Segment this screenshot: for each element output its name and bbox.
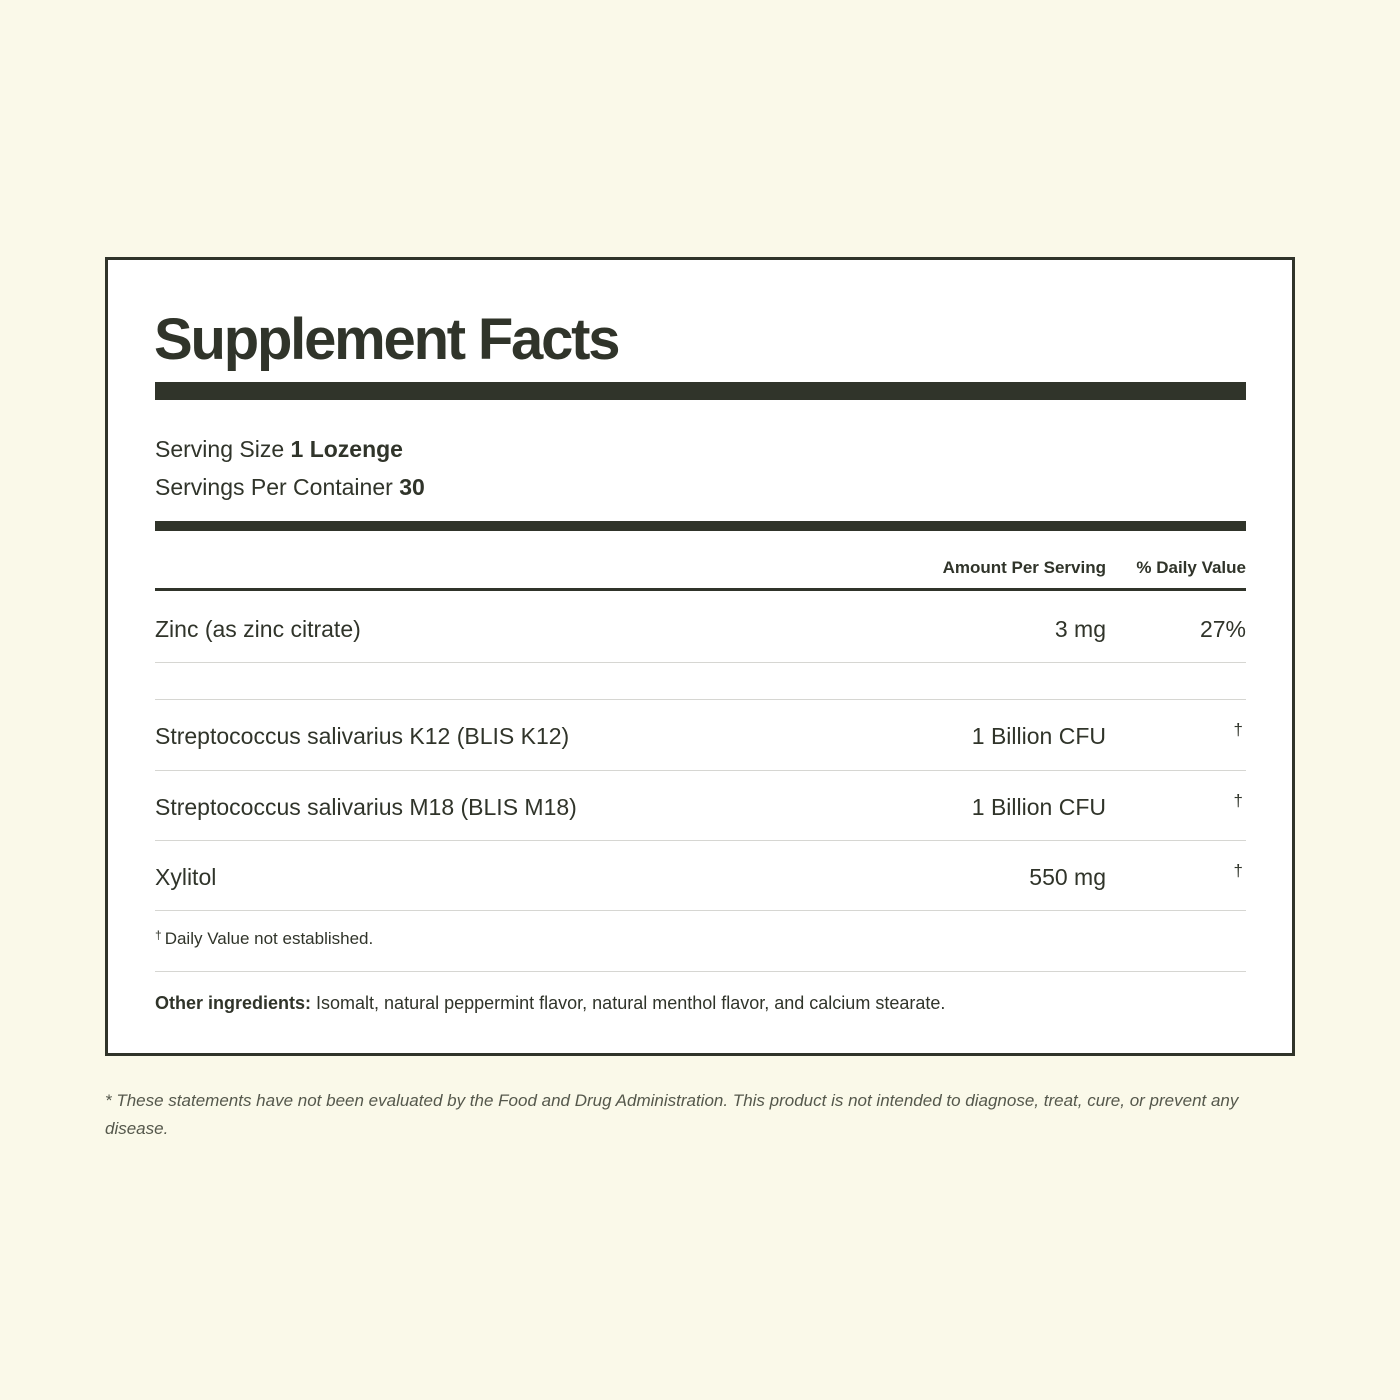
row-divider — [155, 699, 1246, 700]
nutrient-daily-value: † — [1233, 720, 1243, 739]
nutrient-amount: 1 Billion CFU — [971, 723, 1106, 749]
other-ingredients-label: Other ingredients: — [155, 993, 312, 1013]
title-rule — [155, 382, 1246, 400]
servings-per-container — [155, 472, 425, 502]
nutrient-amount: 1 Billion CFU — [971, 794, 1106, 820]
nutrient-amount: 3 mg — [1054, 616, 1106, 642]
nutrient-row-m18 — [155, 787, 1246, 827]
serving-size-value: 1 Lozenge — [290, 436, 403, 462]
column-header-daily-value: % Daily Value — [1136, 558, 1246, 577]
nutrient-daily-value: † — [1233, 791, 1243, 810]
nutrient-row-k12 — [155, 716, 1246, 756]
header-rule — [155, 588, 1246, 591]
column-header-amount: Amount Per Serving — [942, 558, 1106, 577]
serving-size — [155, 434, 403, 464]
other-ingredients-text: Isomalt, natural peppermint flavor, natural menthol flavor, and calcium stearate. — [316, 993, 946, 1013]
footnote-symbol: † — [155, 928, 162, 942]
daily-value-footnote — [155, 924, 373, 950]
row-divider — [155, 662, 1246, 663]
supplement-facts-content — [155, 260, 1246, 1053]
footnote-divider — [155, 971, 1246, 972]
serving-size-label: Serving Size — [155, 436, 285, 462]
footnote-text: Daily Value not established. — [164, 929, 374, 948]
nutrient-row-xylitol — [155, 857, 1246, 897]
nutrient-daily-value: 27% — [1199, 616, 1246, 642]
nutrient-amount: 550 mg — [1029, 864, 1106, 890]
nutrient-row-zinc — [155, 609, 1246, 649]
supplement-facts-panel — [105, 257, 1295, 1056]
fda-disclaimer: * These statements have not been evaluated by the Food and Drug Administration. This product is not intended to diagnose, treat, cure, or prevent any disease. — [105, 1091, 1239, 1138]
nutrient-name: Streptococcus salivarius K12 (BLIS K12) — [155, 723, 570, 749]
row-divider — [155, 910, 1246, 911]
row-divider — [155, 840, 1246, 841]
servings-per-container-label: Servings Per Container — [155, 474, 393, 500]
servings-per-container-value: 30 — [399, 474, 425, 500]
nutrient-name: Zinc (as zinc citrate) — [155, 616, 361, 642]
row-divider — [155, 770, 1246, 771]
nutrient-name: Xylitol — [155, 864, 217, 890]
supplement-facts-title: Supplement Facts — [154, 307, 619, 372]
nutrient-daily-value: † — [1233, 861, 1243, 880]
nutrient-name: Streptococcus salivarius M18 (BLIS M18) — [155, 794, 577, 820]
other-ingredients — [155, 991, 945, 1015]
serving-rule — [155, 521, 1246, 531]
